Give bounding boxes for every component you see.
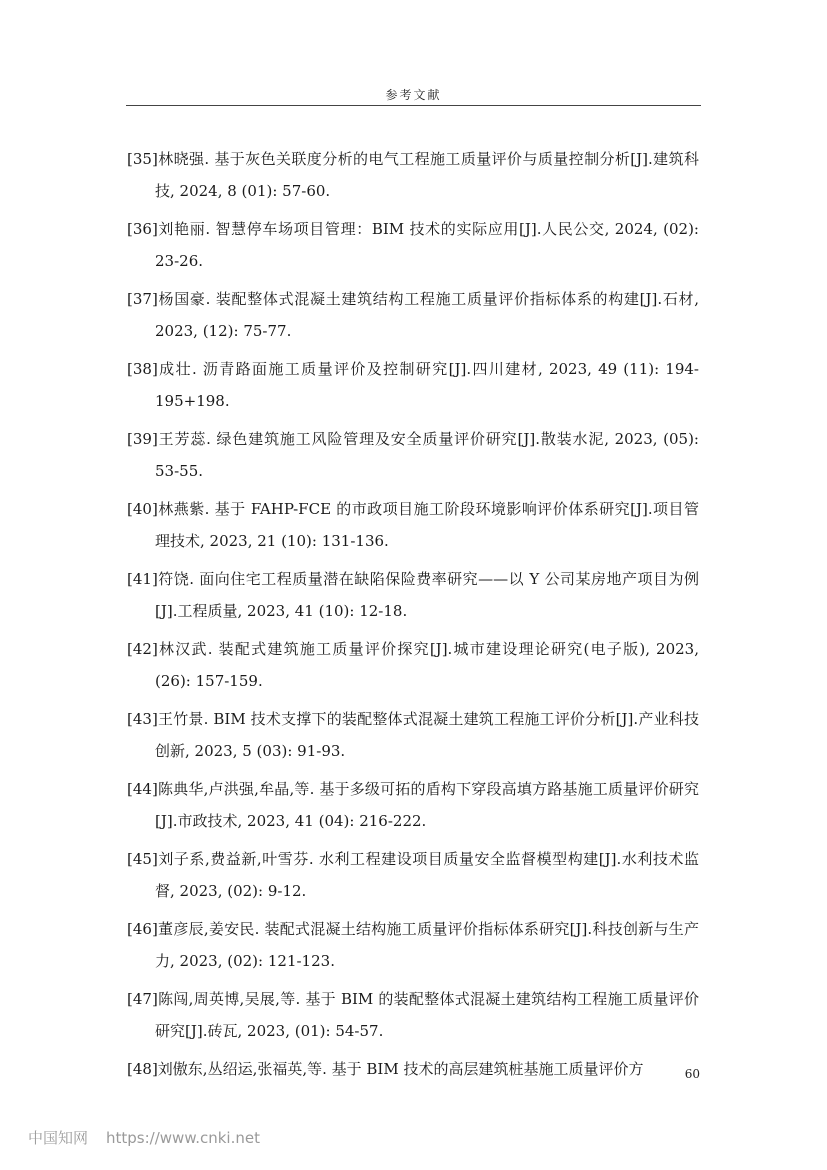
- reference-item: [127, 983, 699, 1047]
- reference-item: [127, 563, 699, 627]
- reference-text: 杨国豪. 装配整体式混凝土建筑结构工程施工质量评价指标体系的构建[J].石材, 2023, (12): 75-77.: [155, 290, 699, 340]
- reference-text: 刘傲东,丛绍运,张福英,等. 基于 BIM 技术的高层建筑桩基施工质量评价方: [157, 1060, 644, 1078]
- page-number: 60: [684, 1067, 700, 1081]
- reference-list: [127, 143, 699, 1091]
- cnki-watermark: [28, 1127, 260, 1148]
- reference-text: 林燕紫. 基于 FAHP-FCE 的市政项目施工阶段环境影响评价体系研究[J].项目管理技术, 2023, 21 (10): 131-136.: [155, 500, 699, 550]
- reference-item: [127, 143, 699, 207]
- reference-number: [36]: [127, 220, 158, 238]
- reference-number: [41]: [127, 570, 158, 588]
- reference-number: [48]: [127, 1060, 158, 1078]
- reference-item: [127, 843, 699, 907]
- reference-text: 林汉武. 装配式建筑施工质量评价探究[J].城市建设理论研究(电子版), 2023, (26): 157-159.: [155, 640, 699, 690]
- reference-number: [40]: [127, 500, 158, 518]
- reference-text: 符饶. 面向住宅工程质量潜在缺陷保险费率研究——以 Y 公司某房地产项目为例[J].工程质量, 2023, 41 (10): 12-18.: [155, 570, 699, 620]
- watermark-site-name: 中国知网: [28, 1129, 89, 1147]
- reference-text: 林晓强. 基于灰色关联度分析的电气工程施工质量评价与质量控制分析[J].建筑科技, 2024, 8 (01): 57-60.: [155, 150, 699, 200]
- reference-item: [127, 283, 699, 347]
- reference-text: 王竹景. BIM 技术支撑下的装配整体式混凝土建筑工程施工评价分析[J].产业科技创新, 2023, 5 (03): 91-93.: [155, 710, 699, 760]
- reference-number: [37]: [127, 290, 158, 308]
- reference-number: [38]: [127, 360, 158, 378]
- reference-item: [127, 423, 699, 487]
- reference-text: 陈典华,卢洪强,牟晶,等. 基于多级可拓的盾构下穿段高填方路基施工质量评价研究[J].市政技术, 2023, 41 (04): 216-222.: [155, 780, 699, 830]
- reference-item: [127, 633, 699, 697]
- reference-item: [127, 703, 699, 767]
- reference-number: [47]: [127, 990, 158, 1008]
- reference-number: [44]: [127, 780, 158, 798]
- reference-number: [42]: [127, 640, 158, 658]
- reference-text: 陈闯,周英博,吴展,等. 基于 BIM 的装配整体式混凝土建筑结构工程施工质量评价研究[J].砖瓦, 2023, (01): 54-57.: [155, 990, 699, 1040]
- header-divider: [126, 105, 701, 106]
- reference-item: [127, 493, 699, 557]
- reference-item: [127, 213, 699, 277]
- reference-number: [39]: [127, 430, 158, 448]
- reference-text: 董彦辰,姜安民. 装配式混凝土结构施工质量评价指标体系研究[J].科技创新与生产力, 2023, (02): 121-123.: [155, 920, 699, 970]
- reference-item: [127, 353, 699, 417]
- reference-item: [127, 1053, 699, 1085]
- reference-number: [43]: [127, 710, 158, 728]
- watermark-url: https://www.cnki.net: [106, 1129, 260, 1147]
- reference-text: 王芳蕊. 绿色建筑施工风险管理及安全质量评价研究[J].散装水泥, 2023, (05): 53-55.: [155, 430, 699, 480]
- reference-item: [127, 773, 699, 837]
- reference-text: 成壮. 沥青路面施工质量评价及控制研究[J].四川建材, 2023, 49 (11): 194-195+198.: [155, 360, 699, 410]
- running-header: 参考文献: [385, 88, 442, 102]
- reference-text: 刘艳丽. 智慧停车场项目管理：BIM 技术的实际应用[J].人民公交, 2024, (02): 23-26.: [155, 220, 699, 270]
- reference-item: [127, 913, 699, 977]
- reference-number: [35]: [127, 150, 158, 168]
- reference-text: 刘子系,费益新,叶雪芬. 水利工程建设项目质量安全监督模型构建[J].水利技术监督, 2023, (02): 9-12.: [155, 850, 699, 900]
- reference-number: [46]: [127, 920, 158, 938]
- reference-number: [45]: [127, 850, 158, 868]
